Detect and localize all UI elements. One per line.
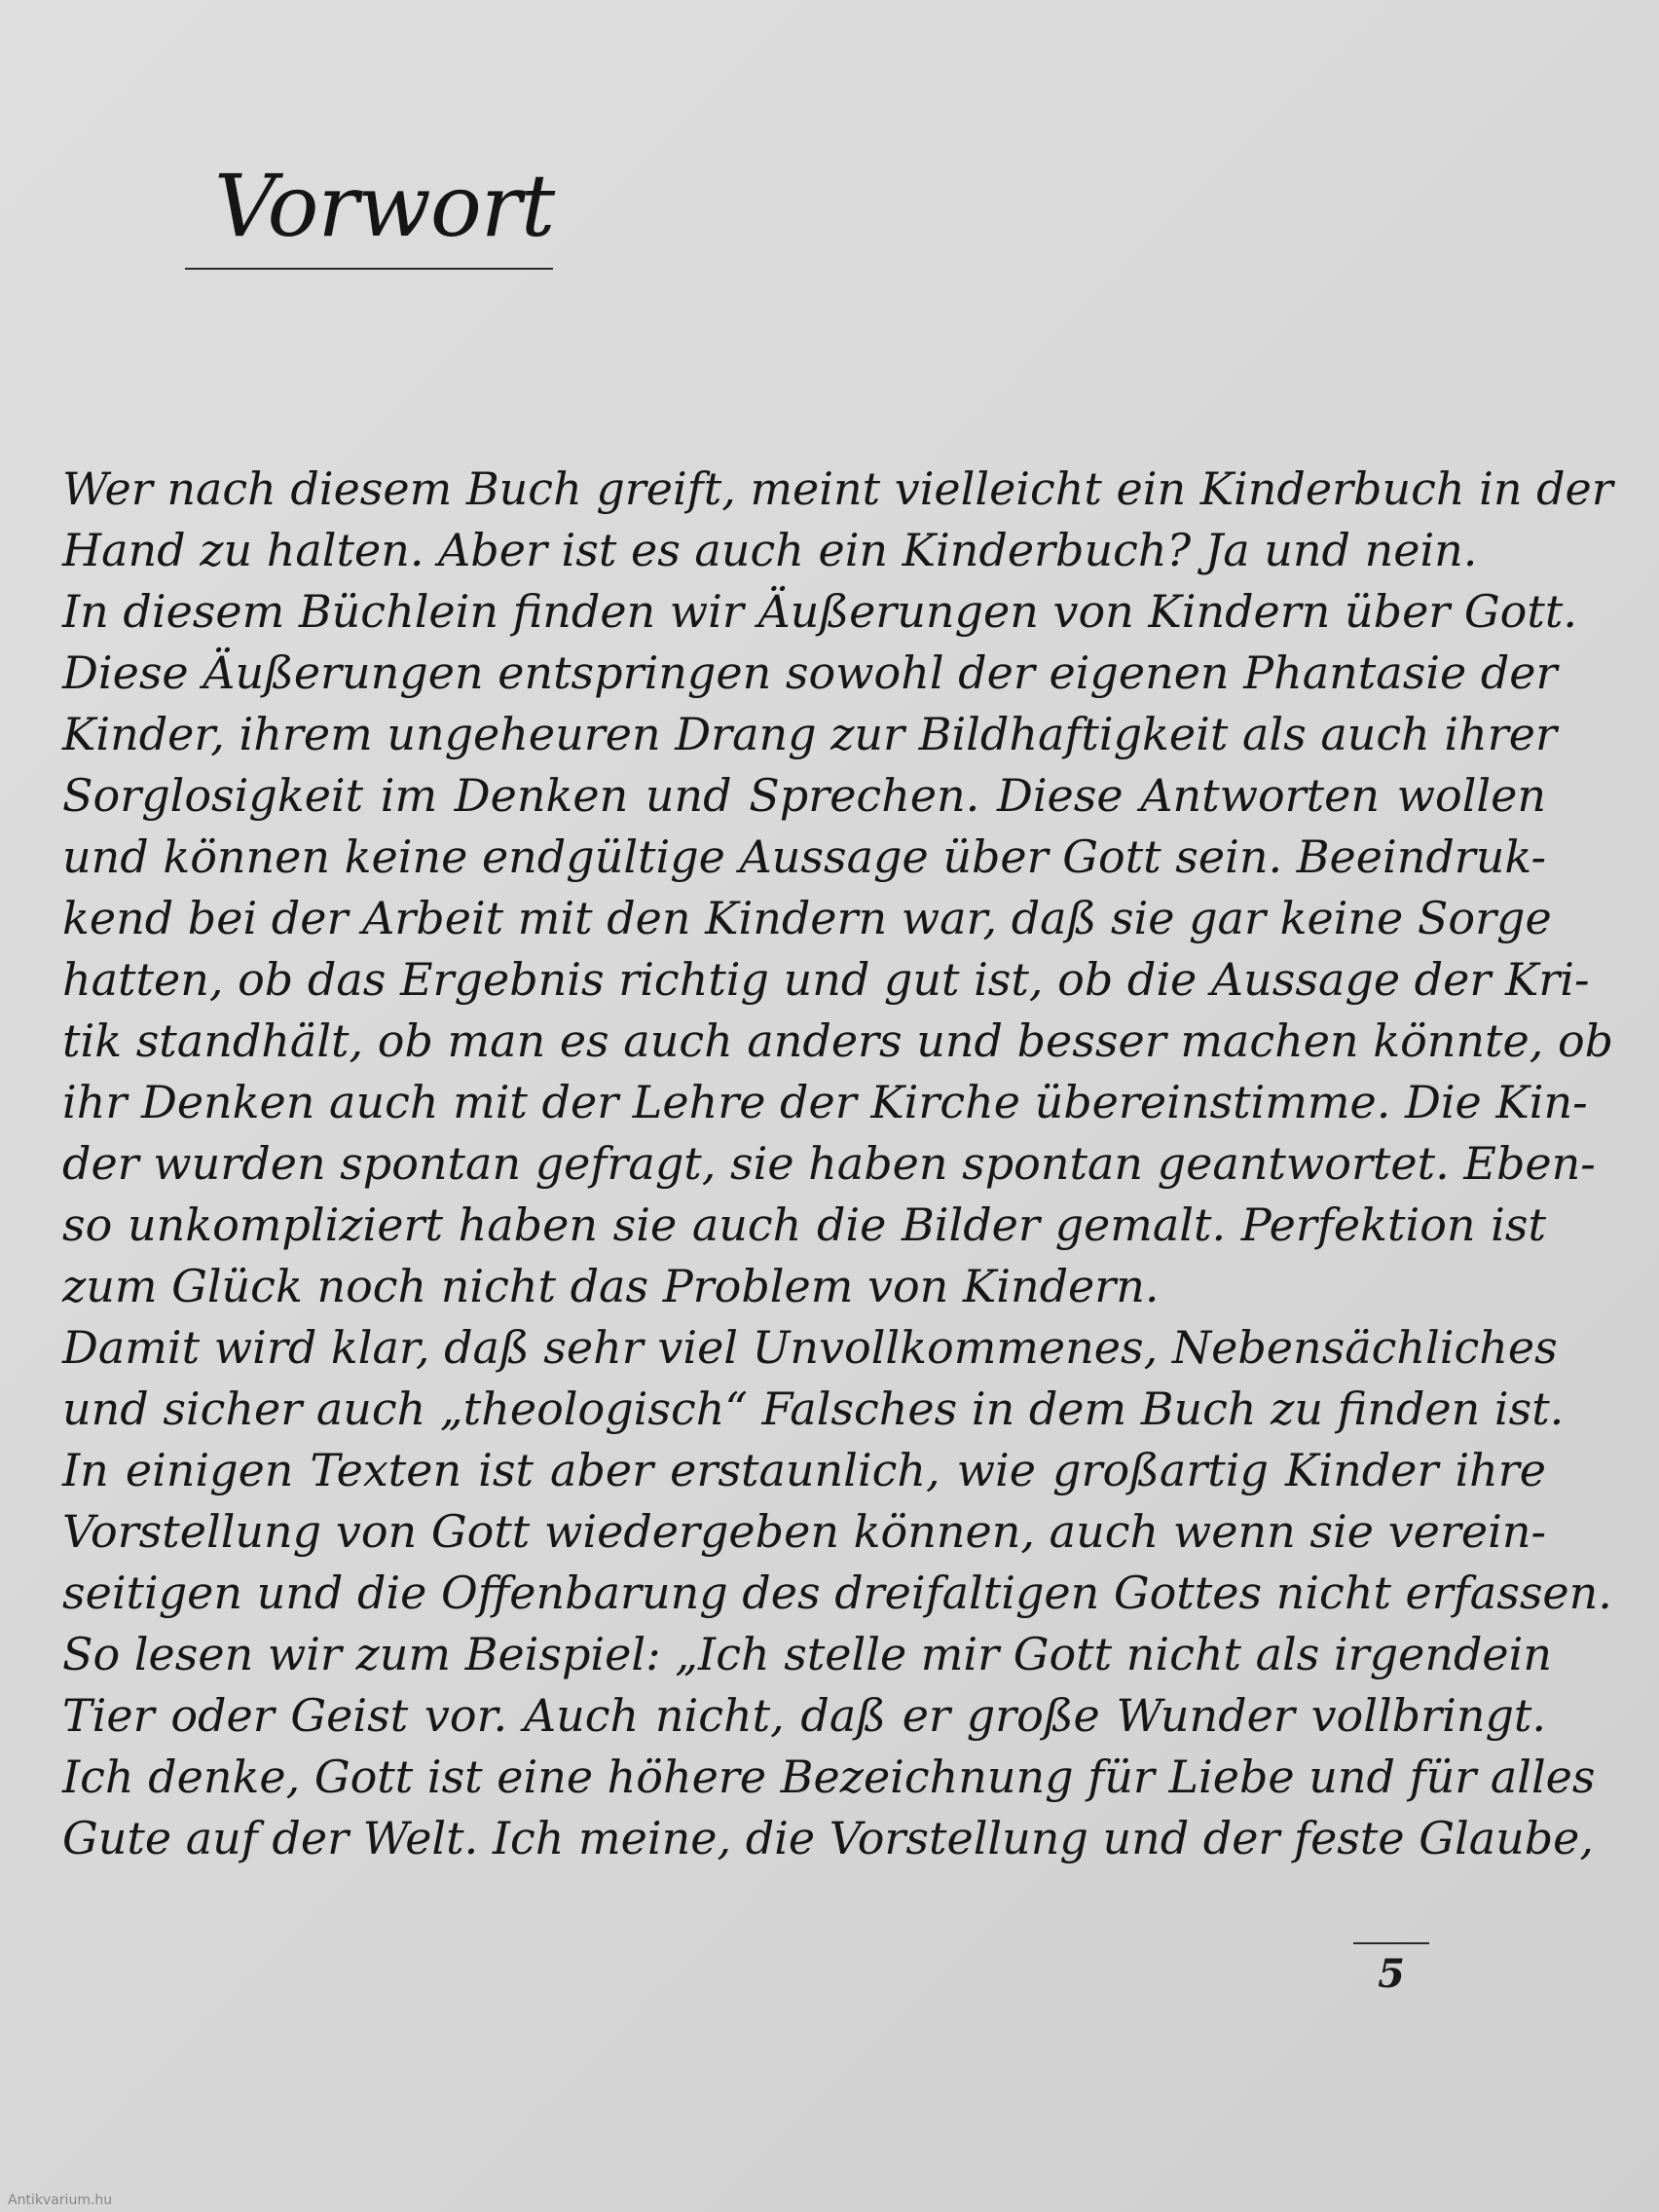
page-number-block — [1353, 1942, 1429, 2010]
paragraph-4-line-5: Tier oder Geist vor. Auch nicht, daß er große Wunder vollbringt. — [62, 1689, 1546, 1742]
paragraph-4 — [62, 1440, 1612, 1869]
paragraph-2-line-7: hatten, ob das Ergebnis richtig und gut ist, ob die Aussage der Kri- — [62, 953, 1590, 1006]
paragraph-3 — [62, 1317, 1565, 1440]
page-number-rule — [1353, 1942, 1429, 1944]
paragraph-4-line-2: Vorstellung von Gott wiedergeben können, auch wenn sie verein- — [62, 1505, 1546, 1558]
paragraph-3-line-1: Damit wird klar, daß sehr viel Unvollkommenes, Nebensächliches — [62, 1321, 1558, 1374]
paragraph-2 — [62, 581, 1614, 1317]
paragraph-2-line-4: Sorglosigkeit im Denken und Sprechen. Diese Antworten wollen — [62, 769, 1546, 822]
paragraph-4-line-7: Gute auf der Welt. Ich meine, die Vorstellung und der feste Glaube, — [62, 1812, 1595, 1864]
paragraph-2-line-8: tik standhält, ob man es auch anders und besser machen könnte, ob — [62, 1014, 1614, 1067]
paragraph-2-line-6: kend bei der Arbeit mit den Kindern war, daß sie gar keine Sorge — [62, 892, 1552, 944]
paragraph-4-line-3: seitigen und die Offenbarung des dreifaltigen Gottes nicht erfassen. — [62, 1567, 1612, 1619]
title-block — [185, 148, 553, 275]
page-number: 5 — [1378, 1951, 1405, 1997]
body-text — [62, 459, 1614, 1869]
paragraph-1 — [62, 459, 1613, 581]
paragraph-2-line-9: ihr Denken auch mit der Lehre der Kirche übereinstimme. Die Kin- — [62, 1076, 1588, 1128]
paragraph-1-line-2: Hand zu halten. Aber ist es auch ein Kinderbuch? Ja und nein. — [62, 524, 1478, 576]
watermark: Antikvarium.hu — [8, 2193, 113, 2208]
paragraph-4-line-6: Ich denke, Gott ist eine höhere Bezeichnung für Liebe und für alles — [62, 1751, 1596, 1803]
paragraph-2-line-11: so unkompliziert haben sie auch die Bilder gemalt. Perfektion ist — [62, 1198, 1546, 1251]
paragraph-4-line-1: In einigen Texten ist aber erstaunlich, wie großartig Kinder ihre — [62, 1444, 1546, 1496]
paragraph-1-line-1: Wer nach diesem Buch greift, meint vielleicht ein Kinderbuch in der — [62, 462, 1613, 515]
paragraph-2-line-5: und können keine endgültige Aussage über Gott sein. Beeindruk- — [62, 830, 1546, 883]
title-underline — [185, 268, 553, 270]
paragraph-2-line-12: zum Glück noch nicht das Problem von Kindern. — [62, 1260, 1160, 1312]
paragraph-2-line-2: Diese Äußerungen entspringen sowohl der eigenen Phantasie der — [62, 646, 1558, 699]
paragraph-4-line-4: So lesen wir zum Beispiel: „Ich stelle mir Gott nicht als irgendein — [62, 1628, 1552, 1680]
paragraph-2-line-3: Kinder, ihrem ungeheuren Drang zur Bildhaftigkeit als auch ihrer — [62, 708, 1557, 760]
page-title: Vorwort — [214, 156, 555, 256]
paragraph-2-line-10: der wurden spontan gefragt, sie haben spontan geantwortet. Eben- — [62, 1137, 1596, 1190]
paragraph-3-line-2: und sicher auch „theologisch“ Falsches in dem Buch zu finden ist. — [62, 1382, 1565, 1435]
paragraph-2-line-1: In diesem Büchlein finden wir Äußerungen von Kindern über Gott. — [62, 585, 1577, 638]
